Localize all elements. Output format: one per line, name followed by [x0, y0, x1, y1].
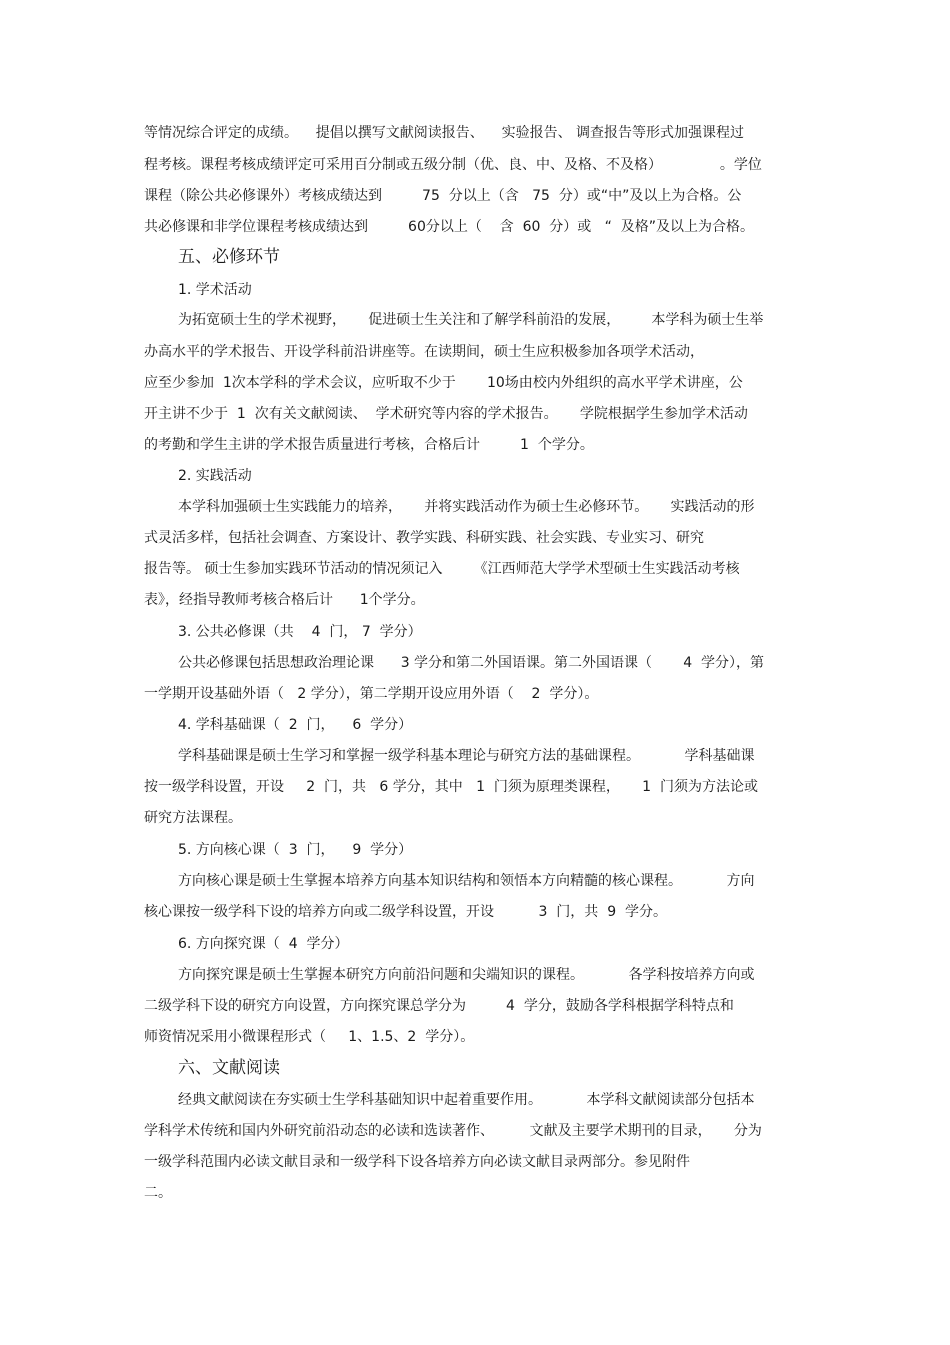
paragraph-line: 按一级学科设置，开设 2 门，共 6 学分，其中 1 门须为原理类课程， 1 门须为方法论或 [144, 779, 758, 795]
paragraph-line: 应至少参加 1次本学科的学术会议，应听取不少于 10场由校内外组织的高水平学术讲座，公 [144, 375, 743, 391]
paragraph-line: 二级学科下设的研究方向设置，方向探究课总学分为 4 学分，鼓励各学科根据学科特点和 [144, 998, 734, 1014]
paragraph-line: 本学科加强硕士生实践能力的培养， 并将实践活动作为硕士生必修环节。 实践活动的形 [178, 499, 755, 515]
paragraph-line: 二。 [144, 1185, 172, 1201]
paragraph-line: 课程（除公共必修课外）考核成绩达到 75 分以上（含 75 分）或“中”及以上为合格。公 [144, 188, 742, 204]
paragraph-line: 公共必修课包括思想政治理论课 3 学分和第二外国语课。第二外国语课（ 4 学分），第 [178, 655, 765, 671]
subsection-heading: 2. 实践活动 [178, 468, 252, 484]
paragraph-line: 一学期开设基础外语（ 2 学分），第二学期开设应用外语（ 2 学分）。 [144, 686, 599, 702]
paragraph-line: 共必修课和非学位课程考核成绩达到 60分以上（ 含 60 分）或 “ 及格”及以上为合格。 [144, 219, 755, 235]
paragraph-line: 核心课按一级学科下设的培养方向或二级学科设置，开设 3 门，共 9 学分。 [144, 904, 668, 920]
subsection-heading: 4. 学科基础课（ 2 门， 6 学分） [178, 717, 413, 733]
paragraph-line: 方向核心课是硕士生掌握本培养方向基本知识结构和领悟本方向精髓的核心课程。 方向 [178, 873, 755, 889]
section-heading: 六、文献阅读 [178, 1058, 280, 1078]
subsection-heading: 1. 学术活动 [178, 282, 252, 298]
paragraph-line: 报告等。 硕士生参加实践环节活动的情况须记入 《江西师范大学学术型硕士生实践活动考核 [144, 561, 740, 577]
paragraph-line: 师资情况采用小微课程形式（ 1、1.5、2 学分）。 [144, 1029, 475, 1045]
paragraph-line: 研究方法课程。 [144, 810, 242, 826]
paragraph-line: 开主讲不少于 1 次有关文献阅读、 学术研究等内容的学术报告。 学院根据学生参加学术活动 [144, 406, 748, 422]
paragraph-line: 的考勤和学生主讲的学术报告质量进行考核，合格后计 1 个学分。 [144, 437, 594, 453]
paragraph-line: 为拓宽硕士生的学术视野， 促进硕士生关注和了解学科前沿的发展， 本学科为硕士生举 [178, 312, 764, 328]
subsection-heading: 6. 方向探究课（ 4 学分） [178, 936, 349, 952]
paragraph-line: 方向探究课是硕士生掌握本研究方向前沿问题和尖端知识的课程。 各学科按培养方向或 [178, 967, 755, 983]
subsection-heading: 5. 方向核心课（ 3 门， 9 学分） [178, 842, 413, 858]
paragraph-line: 程考核。课程考核成绩评定可采用百分制或五级分制（优、良、中、及格、不及格） 。学位 [144, 157, 762, 173]
paragraph-line: 学科学术传统和国内外研究前沿动态的必读和选读著作、 文献及主要学术期刊的目录， 分为 [144, 1123, 762, 1139]
section-heading: 五、必修环节 [178, 247, 280, 267]
paragraph-line: 等情况综合评定的成绩。 提倡以撰写文献阅读报告、 实验报告、 调查报告等形式加强课程过 [144, 125, 745, 141]
paragraph-line: 学科基础课是硕士生学习和掌握一级学科基本理论与研究方法的基础课程。 学科基础课 [178, 748, 755, 764]
subsection-heading: 3. 公共必修课（共 4 门， 7 学分） [178, 624, 422, 640]
paragraph-line: 经典文献阅读在夯实硕士生学科基础知识中起着重要作用。 本学科文献阅读部分包括本 [178, 1092, 755, 1108]
paragraph-line: 一级学科范围内必读文献目录和一级学科下设各培养方向必读文献目录两部分。参见附件 [144, 1154, 690, 1170]
paragraph-line: 表》，经指导教师考核合格后计 1个学分。 [144, 592, 425, 608]
paragraph-line: 办高水平的学术报告、开设学科前沿讲座等。在读期间，硕士生应积极参加各项学术活动， [144, 344, 704, 360]
paragraph-line: 式灵活多样，包括社会调查、方案设计、教学实践、科研实践、社会实践、专业实习、研究 [144, 530, 704, 546]
